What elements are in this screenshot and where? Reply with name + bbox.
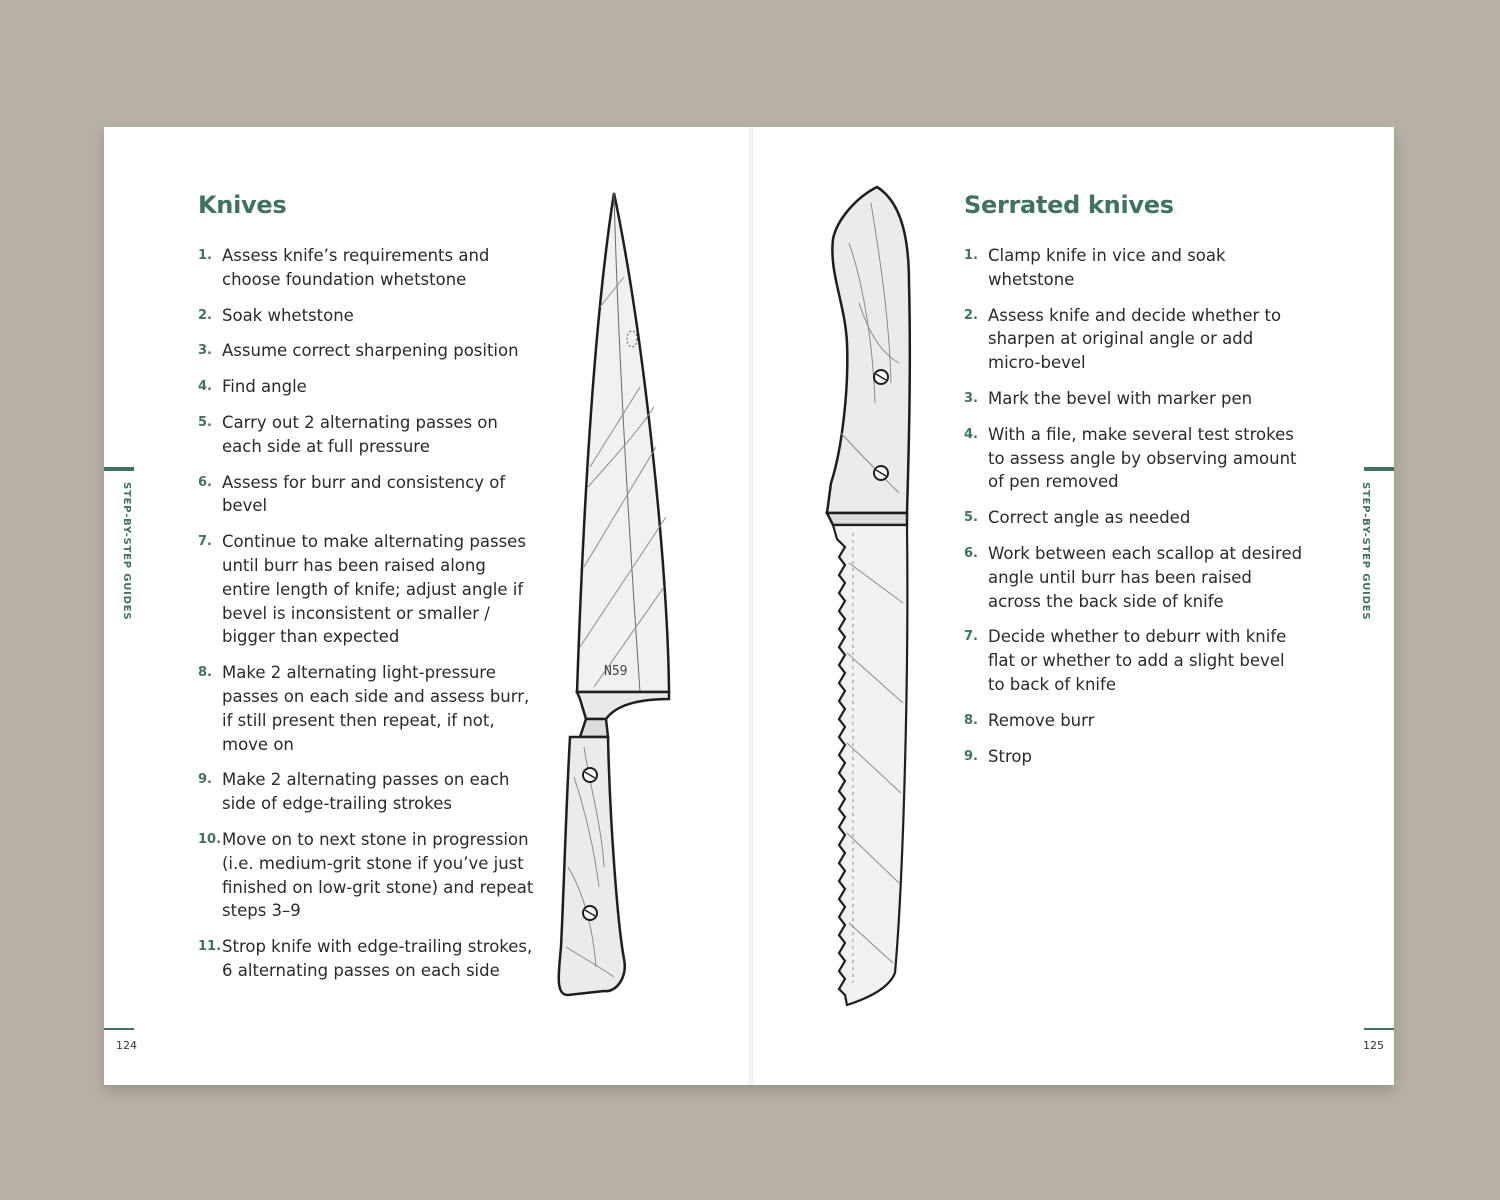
list-item xyxy=(198,471,538,519)
step-text: Soak whetstone xyxy=(222,305,354,325)
step-number: 8. xyxy=(964,712,978,728)
step-text: Assess knife’s requirements and choose foundation whetstone xyxy=(222,246,490,289)
step-number: 3. xyxy=(198,343,212,359)
list-item xyxy=(964,304,1304,375)
step-text: Mark the bevel with marker pen xyxy=(988,388,1253,408)
step-text: Strop knife with edge-trailing strokes, 6 alternating passes on each side xyxy=(222,937,533,980)
step-text: Move on to next stone in progression (i.e. medium-grit stone if you’ve just finished on low-grit stone) and repeat steps 3–9 xyxy=(222,829,534,921)
list-item xyxy=(198,339,538,363)
list-item xyxy=(964,387,1304,411)
chef-knife-icon xyxy=(544,187,684,1007)
right-page-title: Serrated knives xyxy=(964,191,1174,219)
knife-stamp: N59 xyxy=(604,664,628,679)
step-number: 1. xyxy=(198,248,212,263)
list-item xyxy=(964,709,1304,733)
list-item xyxy=(198,375,538,399)
list-item xyxy=(964,423,1304,494)
step-text: Decide whether to deburr with knife flat or whether to add a slight bevel to back of knife xyxy=(988,627,1287,694)
step-number: 11. xyxy=(198,939,222,955)
step-number: 4. xyxy=(198,379,212,395)
step-text: Make 2 alternating light-pressure passes on each side and assess burr, if still present then repeat, if not, move on xyxy=(222,663,530,754)
step-number: 5. xyxy=(198,414,212,430)
list-item xyxy=(198,530,538,649)
bread-knife-icon xyxy=(819,183,919,1013)
step-number: 6. xyxy=(198,474,212,490)
step-number: 5. xyxy=(964,510,978,526)
list-item xyxy=(198,828,538,923)
left-footer-rule xyxy=(104,1028,134,1030)
step-number: 2. xyxy=(198,307,212,323)
left-section-label: STEP-BY-STEP GUIDES xyxy=(121,482,132,621)
list-item xyxy=(198,244,538,292)
step-number: 4. xyxy=(964,426,978,442)
page-gutter xyxy=(749,127,753,1085)
step-text: Find angle xyxy=(222,377,307,397)
right-page-number: 125 xyxy=(1363,1039,1384,1052)
step-text: Make 2 alternating passes on each side of edge-trailing strokes xyxy=(222,770,510,814)
step-text: With a file, make several test strokes to assess angle by observing amount of pen removed xyxy=(988,424,1297,492)
step-number: 7. xyxy=(198,534,212,550)
left-steps-list xyxy=(198,244,538,995)
right-section-tab xyxy=(1364,467,1394,471)
step-text: Correct angle as needed xyxy=(988,508,1191,528)
right-footer-rule xyxy=(1364,1028,1394,1030)
step-number: 7. xyxy=(964,629,978,645)
step-text: Remove burr xyxy=(988,710,1095,730)
step-text: Assume correct sharpening position xyxy=(222,341,519,361)
left-page-title: Knives xyxy=(198,191,287,219)
list-item xyxy=(198,411,538,459)
list-item xyxy=(964,745,1304,769)
step-number: 3. xyxy=(964,390,978,406)
step-text: Strop xyxy=(988,746,1032,766)
step-text: Assess for burr and consistency of bevel xyxy=(222,472,506,516)
step-text: Clamp knife in vice and soak whetstone xyxy=(988,246,1226,289)
right-steps-list xyxy=(964,244,1304,780)
step-number: 2. xyxy=(964,307,978,323)
step-number: 9. xyxy=(198,772,212,788)
list-item xyxy=(964,244,1304,292)
list-item xyxy=(964,506,1304,530)
list-item xyxy=(964,542,1304,613)
list-item xyxy=(198,935,538,983)
step-number: 10. xyxy=(198,831,222,847)
step-number: 6. xyxy=(964,545,978,561)
step-number: 1. xyxy=(964,248,978,263)
step-text: Work between each scallop at desired angle until burr has been raised across the back side of knife xyxy=(988,543,1303,611)
list-item xyxy=(198,304,538,328)
book-spread xyxy=(104,127,1394,1085)
left-section-tab xyxy=(104,467,134,471)
right-section-label: STEP-BY-STEP GUIDES xyxy=(1360,482,1371,621)
left-page-number: 124 xyxy=(116,1039,137,1052)
list-item xyxy=(964,625,1304,696)
step-number: 8. xyxy=(198,665,212,681)
step-text: Assess knife and decide whether to sharpen at original angle or add micro-bevel xyxy=(988,305,1282,373)
step-text: Continue to make alternating passes until burr has been raised along entire length of knife; adjust angle if bevel is inconsistent or smaller / bigger than expected xyxy=(222,532,526,647)
list-item xyxy=(198,661,538,756)
step-number: 9. xyxy=(964,748,978,764)
step-text: Carry out 2 alternating passes on each side at full pressure xyxy=(222,412,498,456)
list-item xyxy=(198,768,538,816)
